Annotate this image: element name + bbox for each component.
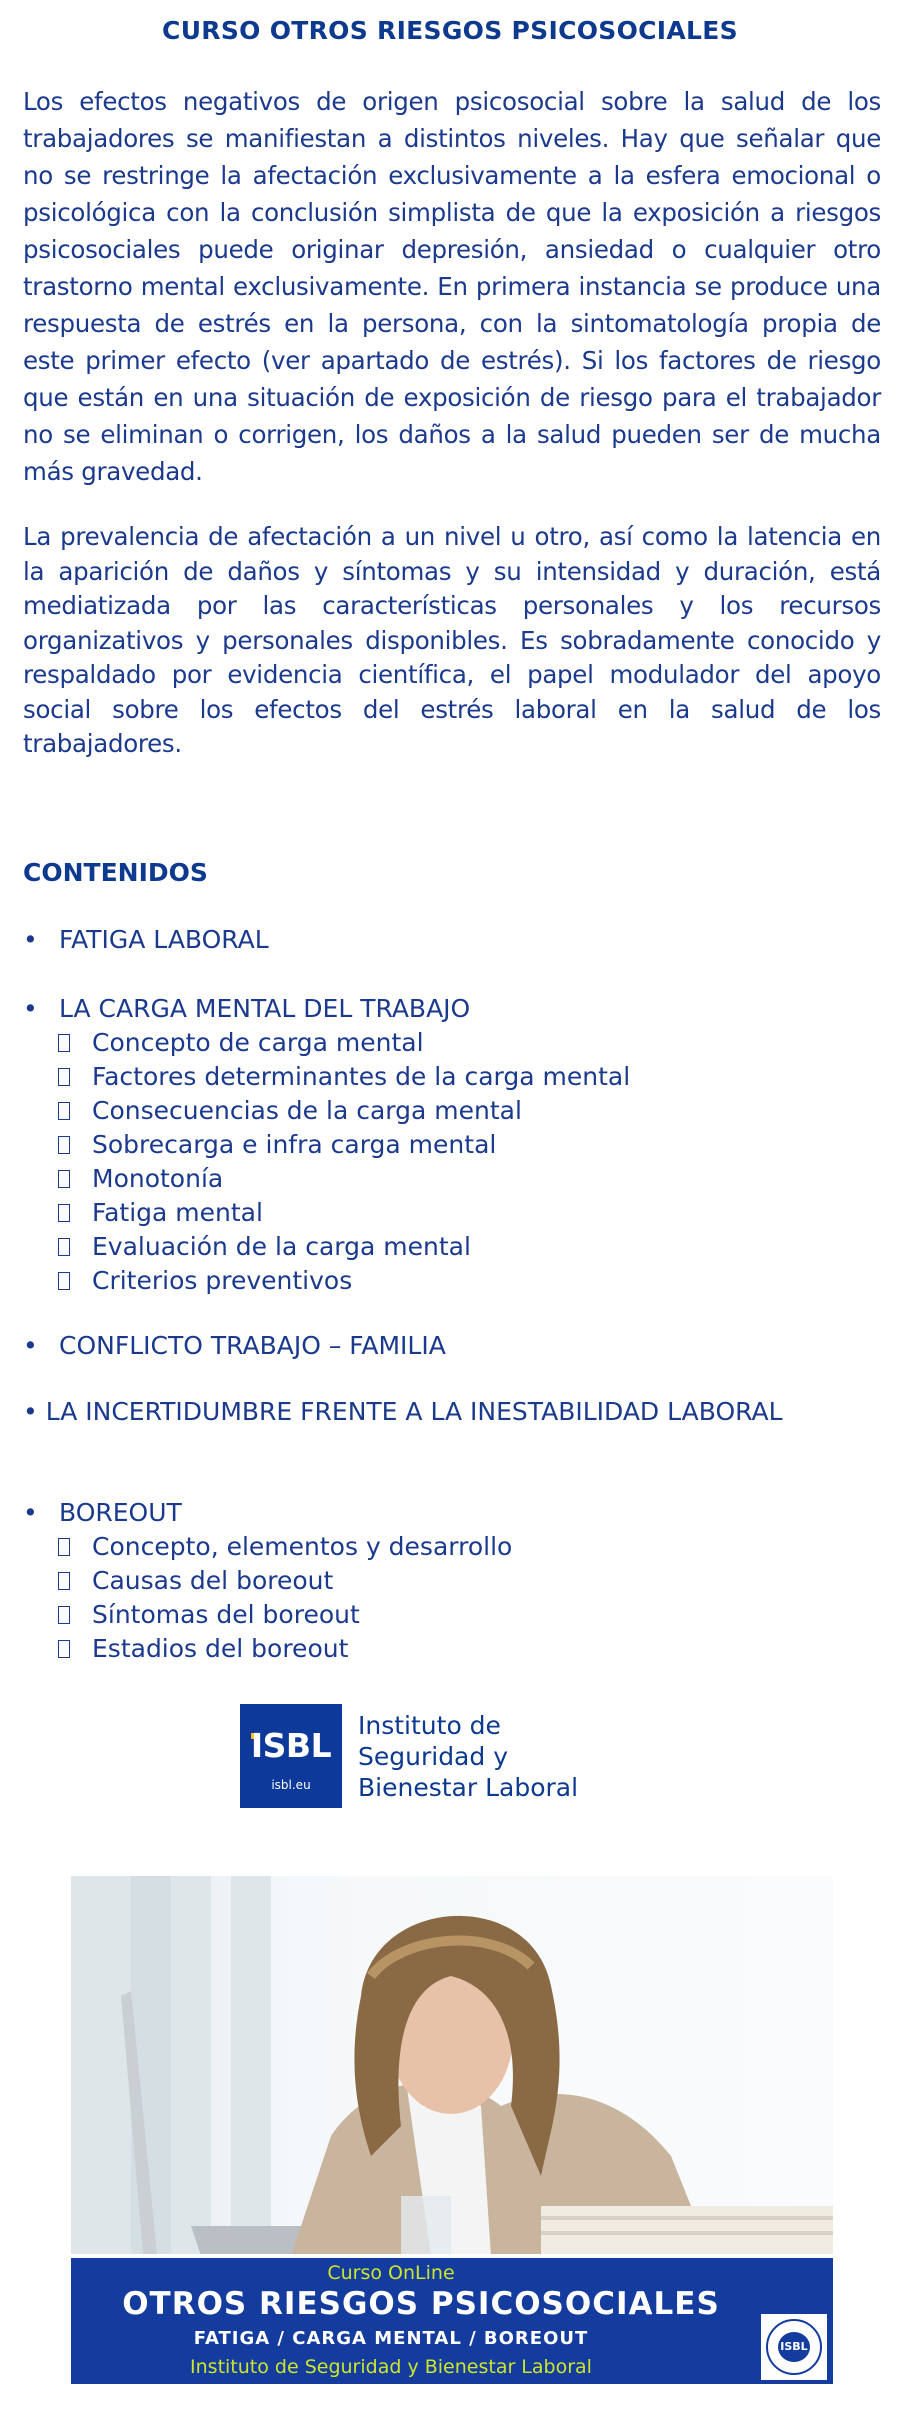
contents-item-fatiga xyxy=(23,923,881,957)
course-banner-image xyxy=(71,1876,833,2384)
banner-subtitle: Curso OnLine xyxy=(327,2262,455,2284)
page-title: CURSO OTROS RIESGOS PSICOSOCIALES xyxy=(162,16,738,45)
subitem xyxy=(58,1094,522,1128)
subitem xyxy=(58,1026,424,1060)
bullet-icon: • xyxy=(23,1397,38,1426)
bullet-icon: • xyxy=(23,1498,38,1527)
contents-heading: CONTENIDOS xyxy=(23,858,208,887)
subitem-label: Criterios preventivos xyxy=(92,1266,353,1295)
subitem xyxy=(58,1162,223,1196)
missing-glyph-bullet-icon xyxy=(58,1136,70,1154)
missing-glyph-bullet-icon xyxy=(58,1034,70,1052)
contents-item-incertidumbre xyxy=(23,1395,881,1429)
logo-text xyxy=(358,1710,578,1803)
subitem-label: Consecuencias de la carga mental xyxy=(92,1096,522,1125)
logo-url: isbl.eu xyxy=(271,1778,311,1792)
subitem xyxy=(58,1632,348,1666)
subitem-label: Evaluación de la carga mental xyxy=(92,1232,471,1261)
contents-item-carga-mental xyxy=(23,992,881,1026)
contents-item-boreout xyxy=(23,1496,881,1530)
missing-glyph-bullet-icon xyxy=(58,1238,70,1256)
bullet-icon: • xyxy=(23,925,38,954)
missing-glyph-bullet-icon xyxy=(58,1272,70,1290)
logo-line: Instituto de xyxy=(358,1711,501,1740)
missing-glyph-bullet-icon xyxy=(58,1068,70,1086)
subitem-label: Factores determinantes de la carga mental xyxy=(92,1062,631,1091)
logo-mark xyxy=(240,1704,342,1808)
logo-line: Seguridad y xyxy=(358,1742,508,1771)
subitem xyxy=(58,1564,333,1598)
missing-glyph-bullet-icon xyxy=(58,1170,70,1188)
stressed-woman-photo xyxy=(71,1876,833,2256)
item-label: FATIGA LABORAL xyxy=(59,925,269,954)
isbl-logo xyxy=(240,1704,600,1808)
logo-line: Bienestar Laboral xyxy=(358,1773,579,1802)
missing-glyph-bullet-icon xyxy=(58,1204,70,1222)
subitem-label: Sobrecarga e infra carga mental xyxy=(92,1130,497,1159)
intro-paragraph-1: Los efectos negativos de origen psicosocial sobre la salud de los trabajadores se manifiestan a distintos niveles. Hay que señalar que no se restringe la afectación exclusivamente a la esfera emocional o psicológica con la conclusión simplista de que la exposición a riesgos psicosociales puede originar depresión, ansiedad o cualquier otro trastorno mental exclusivamente. En primera instancia se produce una respuesta de estrés en la persona, con la sintomatología propia de este primer efecto (ver apartado de estrés). Si los factores de riesgo que están en una situación de exposición de riesgo para el trabajador no se eliminan o corrigen, los daños a la salud pueden ser de mucha más gravedad. xyxy=(23,87,881,486)
course-banner xyxy=(71,2254,833,2384)
logo-mark-text: ISBL xyxy=(250,1726,332,1765)
subitem-label: Causas del boreout xyxy=(92,1566,334,1595)
contents-item-conflicto xyxy=(23,1329,881,1363)
isbl-seal-icon xyxy=(761,2314,827,2380)
banner-institute: Instituto de Seguridad y Bienestar Laboral xyxy=(190,2356,592,2378)
subitem xyxy=(58,1598,360,1632)
item-label: LA CARGA MENTAL DEL TRABAJO xyxy=(59,994,471,1023)
seal-text: ISBL xyxy=(778,2332,810,2362)
item-label: BOREOUT xyxy=(59,1498,182,1527)
subitem-label: Concepto, elementos y desarrollo xyxy=(92,1532,513,1561)
subitem xyxy=(58,1530,512,1564)
missing-glyph-bullet-icon xyxy=(58,1640,70,1658)
item-label: CONFLICTO TRABAJO – FAMILIA xyxy=(59,1331,446,1360)
missing-glyph-bullet-icon xyxy=(58,1538,70,1556)
subitem xyxy=(58,1196,263,1230)
subitem-label: Fatiga mental xyxy=(92,1198,263,1227)
missing-glyph-bullet-icon xyxy=(58,1102,70,1120)
subitem xyxy=(58,1264,352,1298)
bullet-icon: • xyxy=(23,1331,38,1360)
banner-title: OTROS RIESGOS PSICOSOCIALES xyxy=(122,2286,720,2322)
missing-glyph-bullet-icon xyxy=(58,1606,70,1624)
subitem-label: Síntomas del boreout xyxy=(92,1600,360,1629)
missing-glyph-bullet-icon xyxy=(58,1572,70,1590)
subitem-label: Estadios del boreout xyxy=(92,1634,349,1663)
subitem xyxy=(58,1060,630,1094)
item-label: LA INCERTIDUMBRE FRENTE A LA INESTABILIDAD LABORAL xyxy=(45,1397,783,1426)
bullet-icon: • xyxy=(23,994,38,1023)
subitem xyxy=(58,1230,471,1264)
intro-paragraph-2: La prevalencia de afectación a un nivel u otro, así como la latencia en la aparición de daños y síntomas y su intensidad y duración, está mediatizada por las características personales y los recursos organizativos y personales disponibles. Es sobradamente conocido y respaldado por evidencia científica, el papel modulador del apoyo social sobre los efectos del estrés laboral en la salud de los trabajadores. xyxy=(23,522,881,758)
subitem-label: Concepto de carga mental xyxy=(92,1028,424,1057)
subitem xyxy=(58,1128,496,1162)
banner-topics: FATIGA / CARGA MENTAL / BOREOUT xyxy=(193,2328,589,2349)
subitem-label: Monotonía xyxy=(92,1164,224,1193)
